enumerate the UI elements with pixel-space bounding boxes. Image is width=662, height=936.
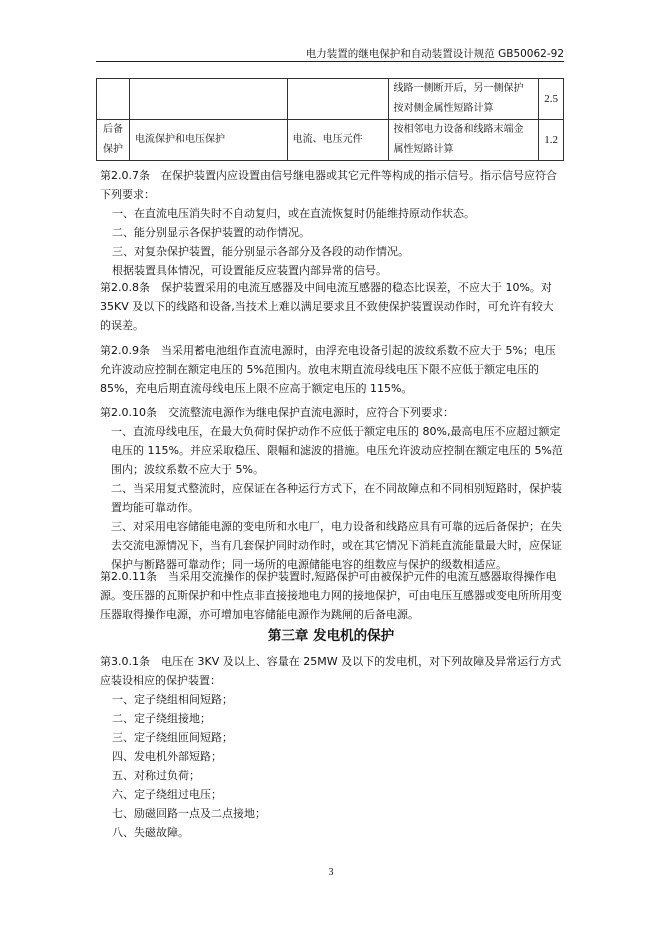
list-item: 七、励磁回路一点及二点接地； — [112, 807, 266, 820]
list-item: 三、定子绕组匝间短路； — [112, 731, 233, 744]
list-item: 四、发电机外部短路； — [112, 750, 222, 763]
list-item: 八、失磁故障。 — [112, 826, 189, 839]
table-row — [97, 120, 564, 161]
clause-text: 第2.0.11条 当采用交流操作的保护装置时,短路保护可由被保护元件的电流互感器取得操作电源。变压器的瓦斯保护和中性点非直接接地电力网的接地保护，可由电压互感器或变电所所用变压器取得操作电源，亦可增加电容储能电源作为跳闸的后备电源。 — [100, 570, 562, 621]
list-item: 二、能分别显示各保护装置的动作情况。 — [112, 226, 310, 239]
clause-text: 第2.0.8条 保护装置采用的电流互感器及中间电流互感器的稳态比误差，不应大于 10%。对 35KV 及以下的线路和设备,当技术上难以满足要求且不致使保护装置误动作时，可允许有较大的误差。 — [100, 281, 554, 332]
table-cell: 电流保护和电压保护 — [129, 120, 287, 161]
list-item: 三、对采用电容储能电源的变电所和水电厂，电力设备和线路应具有可靠的远后备保护；在失去交流电源情况下，当有几套保护同时动作时，或在其它情况下消耗直流能量最大时，应保证保护与断路器可靠动作；同一场所的电源储能电容的组数应与保护的级数相适应。 — [111, 520, 562, 571]
list-item: 根据装置具体情况，可设置能反应装置内部异常的信号。 — [112, 264, 387, 277]
table-cell: 电流、电压元件 — [287, 120, 388, 161]
page-number: 3 — [328, 867, 334, 878]
table-cell — [97, 79, 130, 120]
list-item: 六、定子绕组过电压； — [112, 788, 222, 801]
table-cell: 1.2 — [539, 120, 564, 161]
list-item: 一、在直流电压消失时不自动复归，或在直流恢复时仍能维持原动作状态。 — [112, 207, 475, 220]
clause-2-0-10 — [100, 403, 564, 574]
table-cell: 后备保护 — [97, 120, 130, 161]
clause-2-0-9 — [100, 341, 564, 398]
clause-2-0-7 — [100, 166, 564, 280]
table-row — [97, 79, 564, 120]
table-cell: 线路一侧断开后，另一侧保护按对侧金属性短路计算 — [388, 79, 539, 120]
list-item: 二、定子绕组接地； — [112, 712, 211, 725]
list-item: 一、定子绕组相间短路； — [112, 693, 233, 706]
clause-intro: 第3.0.1条 电压在 3KV 及以上、容量在 25MW 及以下的发电机，对下列故障及异常运行方式应装设相应的保护装置： — [100, 655, 562, 687]
header-rule — [96, 61, 564, 62]
clause-3-0-1 — [100, 652, 564, 842]
list-item: 一、直流母线电压，在最大负荷时保护动作不应低于额定电压的 80%,最高电压不应超过额定电压的 115%。并应采取稳压、限幅和滤波的措施。电压允许波动应控制在额定电压的 5%范围内；波纹系数不应大于 5%。 — [111, 425, 563, 476]
running-header: 电力装置的继电保护和自动装置设计规范 GB50062-92 — [305, 48, 564, 60]
list-item: 二、当采用复式整流时，应保证在各种运行方式下，在不同故障点和不同相别短路时，保护装置均能可靠动作。 — [111, 482, 562, 514]
list-item: 五、对称过负荷； — [112, 769, 200, 782]
chapter-heading: 第三章 发电机的保护 — [267, 628, 395, 644]
clause-2-0-11 — [100, 567, 564, 624]
clause-intro: 第2.0.10条 交流整流电源作为继电保护直流电源时，应符合下列要求： — [100, 406, 454, 419]
sensitivity-table — [96, 78, 564, 161]
clause-2-0-8 — [100, 278, 564, 335]
table-cell — [129, 79, 287, 120]
clause-text: 第2.0.9条 当采用蓄电池组作直流电源时，由浮充电设备引起的波纹系数不应大于 5%；电压允许波动应控制在额定电压的 5%范围内。放电末期直流母线电压下限不应低于额定电压的 85%，充电后期直流母线电压上限不应高于额定电压的 115%。 — [100, 344, 556, 395]
list-item: 三、对复杂保护装置，能分别显示各部分及各段的动作情况。 — [112, 245, 409, 258]
clause-intro: 第2.0.7条 在保护装置内应设置由信号继电器或其它元件等构成的指示信号。指示信号应符合下列要求： — [100, 169, 557, 201]
table-cell — [287, 79, 388, 120]
table-cell: 按相邻电力设备和线路末端金属性短路计算 — [388, 120, 539, 161]
table-cell: 2.5 — [539, 79, 564, 120]
